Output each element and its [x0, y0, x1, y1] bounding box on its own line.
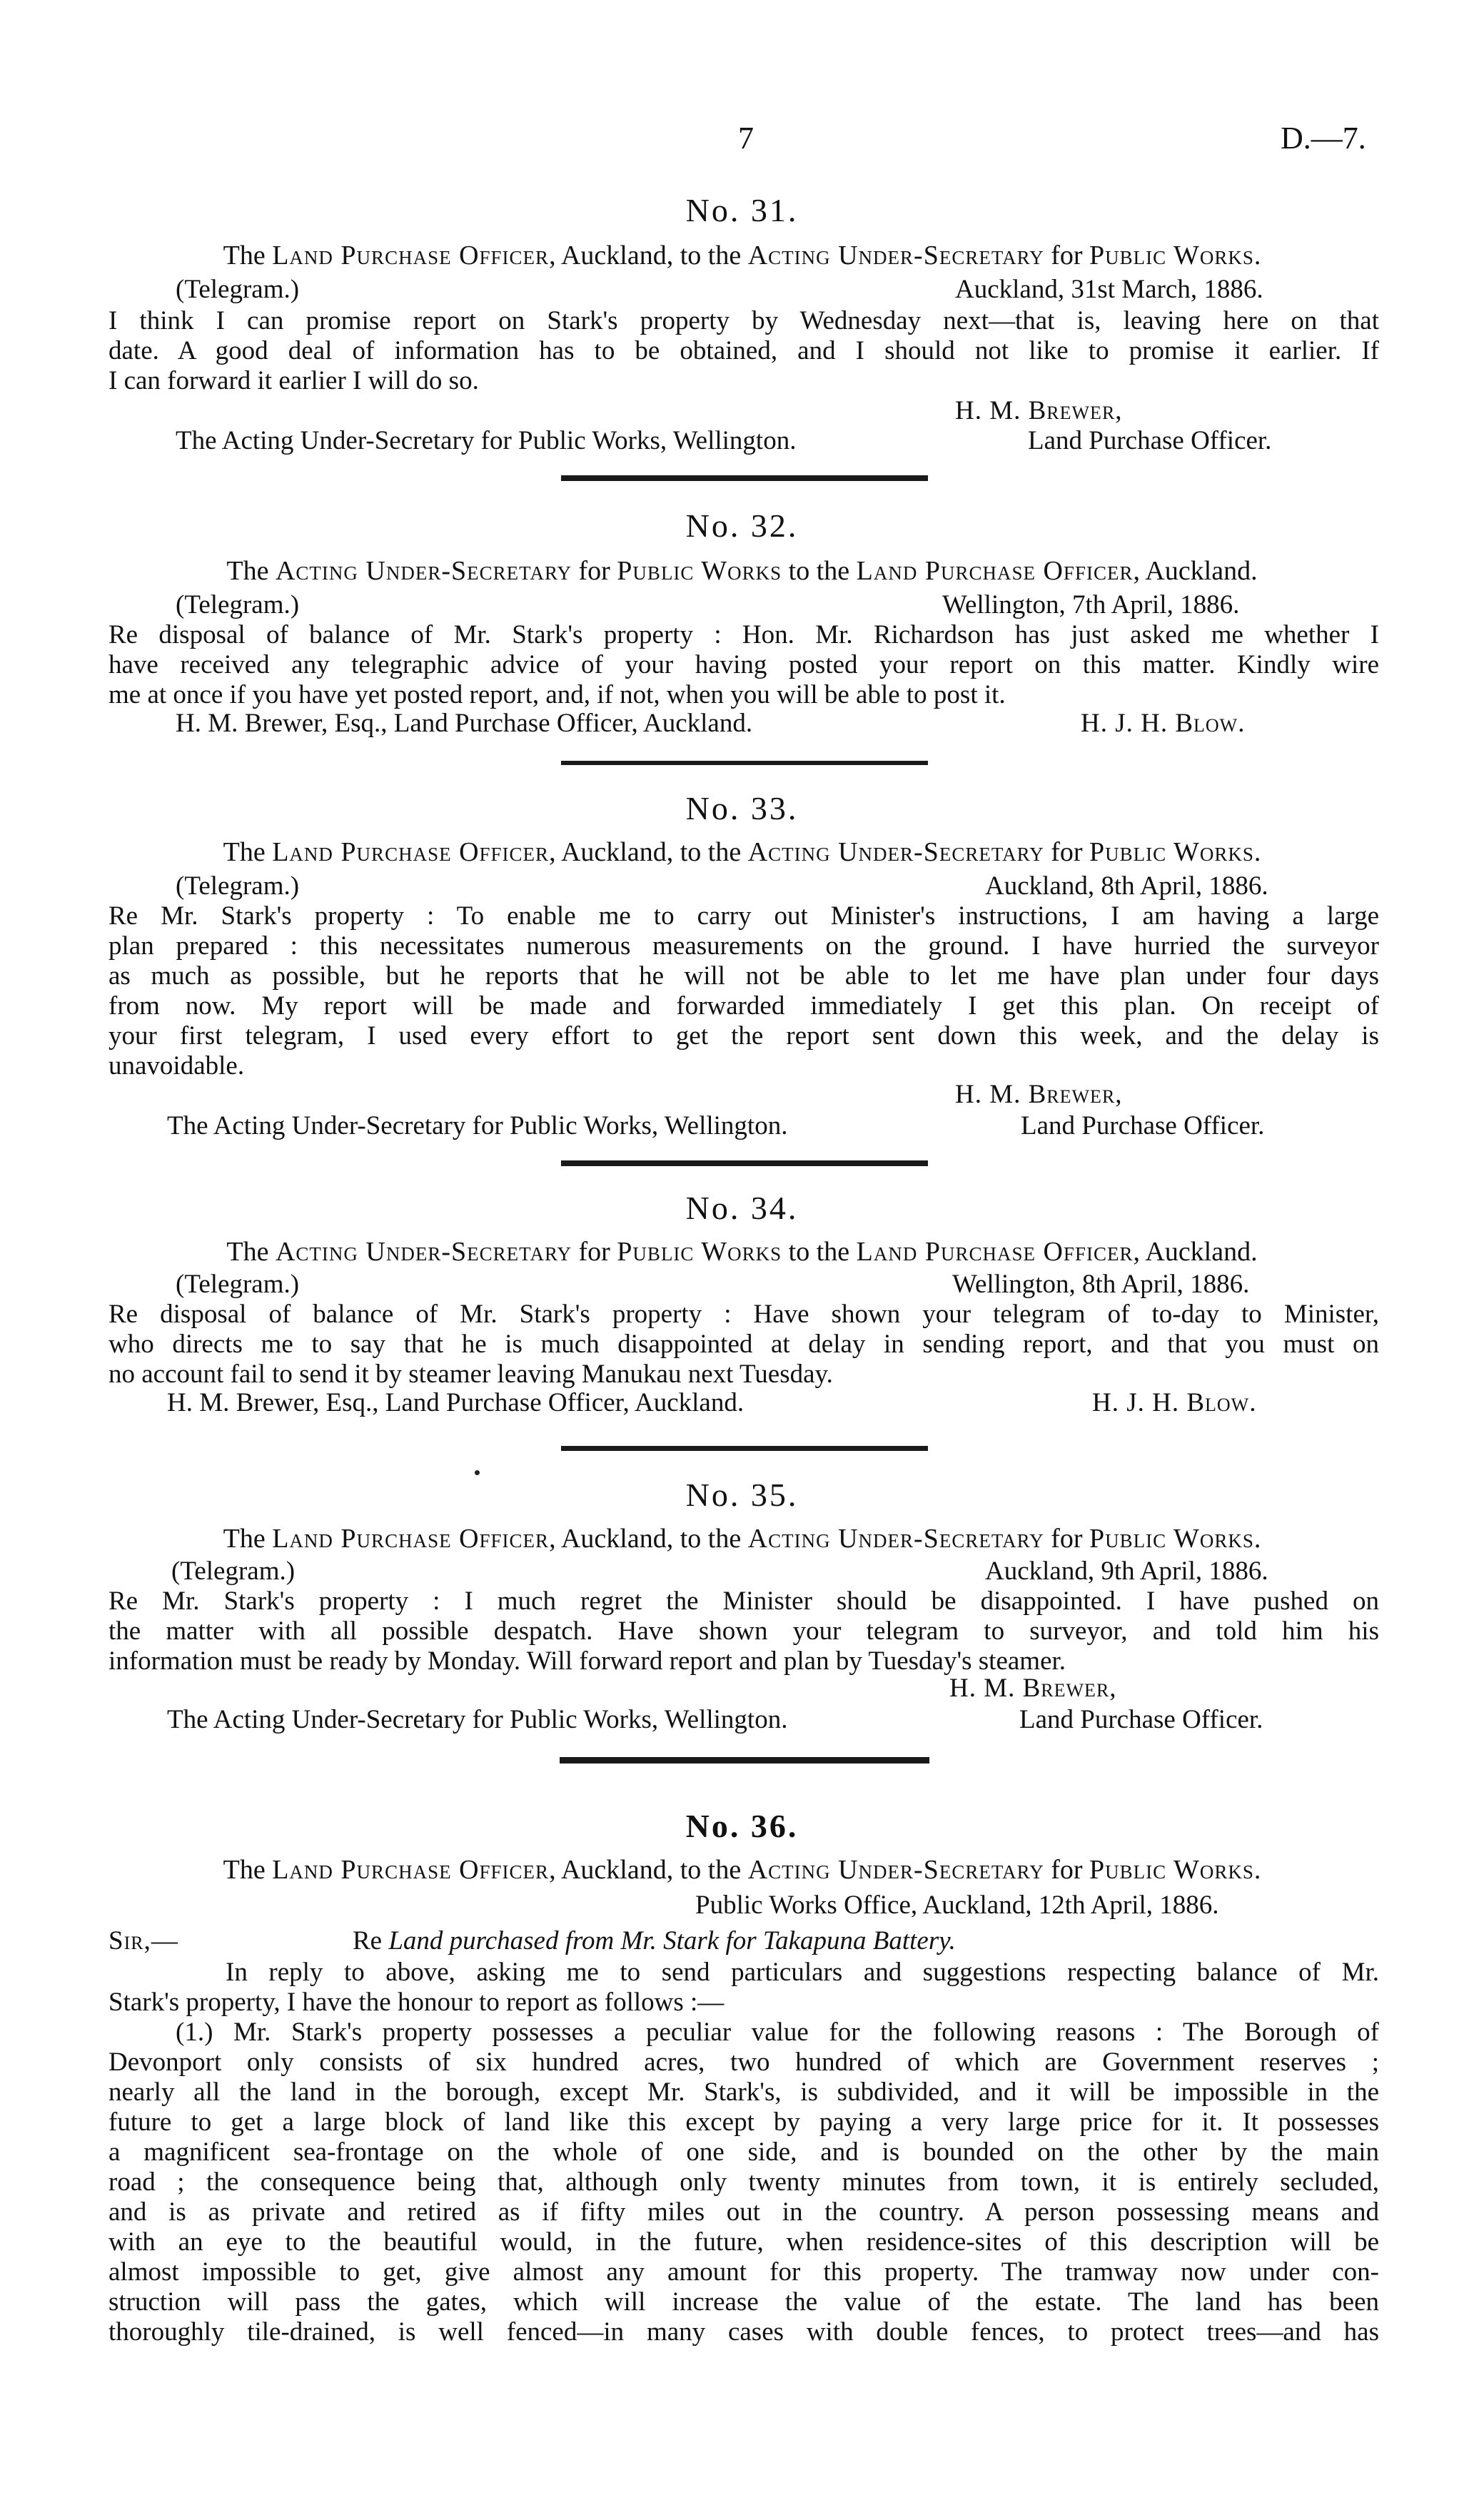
letter-number: No. 34. [685, 1190, 799, 1226]
section-divider [561, 1446, 928, 1451]
body-line: and is as private and retired as if fifty miles out in the country. A person possessing means and [108, 2197, 1379, 2227]
body-line: plan prepared : this necessitates numerous measurements on the ground. I have hurried the surveyor [108, 931, 1379, 961]
letter-addressee: H. M. Brewer, Esq., Land Purchase Officer, Auckland. [176, 709, 753, 738]
body-line: In reply to above, asking me to send particulars and suggestions respecting balance of Mr. [226, 1958, 1379, 1987]
body-line: struction will pass the gates, which will increase the value of the estate. The land has been [108, 2287, 1379, 2317]
body-line: date. A good deal of information has to be obtained, and I should not like to promise it earlier. If [108, 336, 1379, 365]
body-line: with an eye to the beautiful would, in the future, when residence-sites of this description will be [108, 2227, 1379, 2257]
signature-name: H. J. H. Blow. [1081, 709, 1246, 738]
body-line: a magnificent sea-frontage on the whole of one side, and is bounded on the other by the main [108, 2137, 1379, 2167]
letter-kind: (Telegram.) [171, 1557, 296, 1586]
signature-title: Land Purchase Officer. [1028, 426, 1272, 455]
letter-place-date: Public Works Office, Auckland, 12th April, 1886. [695, 1891, 1219, 1920]
letter-addressee: The Acting Under-Secretary for Public Works, Wellington. [167, 1111, 788, 1140]
letter-address-line: The Land Purchase Officer, Auckland, to the Acting Under-Secretary for Public Works. [223, 1524, 1261, 1554]
letter-addressee: The Acting Under-Secretary for Public Works, Wellington. [176, 426, 797, 455]
letter-address-line: The Land Purchase Officer, Auckland, to the Acting Under-Secretary for Public Works. [223, 241, 1261, 270]
body-line: Stark's property, I have the honour to report as follows :— [108, 1988, 725, 2017]
letter-place-date: Auckland, 9th April, 1886. [985, 1557, 1268, 1586]
body-line: your first telegram, I used every effort to get the report sent down this week, and the delay is [108, 1021, 1379, 1051]
body-line: from now. My report will be made and forwarded immediately I get this plan. On receipt of [108, 991, 1379, 1021]
body-line: Re Mr. Stark's property : I much regret the Minister should be disappointed. I have pushed on [108, 1587, 1379, 1616]
body-line: Devonport only consists of six hundred acres, two hundred of which are Government reserves ; [108, 2048, 1379, 2077]
letter-address-line: The Land Purchase Officer, Auckland, to the Acting Under-Secretary for Public Works. [223, 837, 1261, 867]
letter-addressee: The Acting Under-Secretary for Public Works, Wellington. [167, 1705, 788, 1734]
body-line: as much as possible, but he reports that he will not be able to let me have plan under four days [108, 961, 1379, 991]
section-divider [561, 475, 928, 481]
body-line: who directs me to say that he is much disappointed at delay in sending report, and that you must on [108, 1330, 1379, 1359]
body-line: almost impossible to get, give almost any amount for this property. The tramway now under con- [108, 2257, 1379, 2287]
body-line: the matter with all possible despatch. Have shown your telegram to surveyor, and told him his [108, 1616, 1379, 1646]
salutation: Sir,— [108, 1926, 178, 1955]
body-line: I can forward it earlier I will do so. [108, 366, 479, 395]
letter-place-date: Auckland, 31st March, 1886. [955, 275, 1263, 304]
body-line: Re Mr. Stark's property : To enable me to carry out Minister's instructions, I am having a large [108, 901, 1379, 931]
print-speck [475, 1470, 480, 1475]
letter-number: No. 35. [685, 1477, 799, 1513]
section-divider [561, 761, 928, 765]
page-number: 7 [738, 121, 754, 156]
body-line: no account fail to send it by steamer leaving Manukau next Tuesday. [108, 1360, 833, 1389]
letter-number: No. 32. [685, 507, 799, 544]
letter-address-line: The Acting Under-Secretary for Public Works to the Land Purchase Officer, Auckland. [226, 1237, 1258, 1267]
letter-place-date: Wellington, 8th April, 1886. [952, 1270, 1250, 1299]
body-line: information must be ready by Monday. Will forward report and plan by Tuesday's steamer. [108, 1646, 1066, 1676]
body-line: have received any telegraphic advice of your having posted your report on this matter. Kindly wire [108, 650, 1379, 679]
body-line: unavoidable. [108, 1051, 245, 1081]
letter-address-line: The Acting Under-Secretary for Public Works to the Land Purchase Officer, Auckland. [226, 556, 1258, 586]
body-line: future to get a large block of land like this except by paying a very large price for it. It possesses [108, 2107, 1379, 2137]
letter-kind: (Telegram.) [176, 1270, 300, 1299]
body-line: (1.) Mr. Stark's property possesses a peculiar value for the following reasons : The Borough of [176, 2018, 1379, 2047]
section-divider [560, 1757, 929, 1764]
letter-place-date: Wellington, 7th April, 1886. [942, 590, 1240, 619]
letter-number: No. 31. [685, 192, 799, 228]
body-line: road ; the consequence being that, although only twenty minutes from town, it is entirely secluded, [108, 2167, 1379, 2197]
letter-place-date: Auckland, 8th April, 1886. [985, 871, 1268, 901]
signature-title: Land Purchase Officer. [1021, 1111, 1265, 1140]
body-line: me at once if you have yet posted report, and, if not, when you will be able to post it. [108, 680, 1006, 709]
body-line: I think I can promise report on Stark's property by Wednesday next—that is, leaving here on that [108, 306, 1379, 335]
body-line: thoroughly tile-drained, is well fenced—in many cases with double fences, to protect trees—and has [108, 2317, 1379, 2347]
letter-kind: (Telegram.) [176, 275, 300, 304]
subject-line: Re Land purchased from Mr. Stark for Takapuna Battery. [353, 1926, 956, 1955]
letter-kind: (Telegram.) [176, 871, 300, 901]
letter-number: No. 36. [685, 1808, 799, 1844]
letter-kind: (Telegram.) [176, 590, 300, 619]
letter-address-line: The Land Purchase Officer, Auckland, to the Acting Under-Secretary for Public Works. [223, 1855, 1261, 1885]
signature-name: H. J. H. Blow. [1092, 1388, 1257, 1417]
body-line: Re disposal of balance of Mr. Stark's property : Have shown your telegram of to-day to Minister, [108, 1300, 1379, 1329]
signature-name: H. M. Brewer, [955, 396, 1123, 425]
letter-number: No. 33. [685, 790, 799, 826]
signature-title: Land Purchase Officer. [1019, 1705, 1263, 1734]
signature-name: H. M. Brewer, [955, 1080, 1123, 1109]
letter-addressee: H. M. Brewer, Esq., Land Purchase Officer, Auckland. [167, 1388, 744, 1417]
body-line: nearly all the land in the borough, except Mr. Stark's, is subdivided, and it will be impossible in the [108, 2078, 1379, 2107]
section-divider [561, 1160, 928, 1166]
page-reference: D.—7. [1281, 121, 1366, 156]
body-line: Re disposal of balance of Mr. Stark's property : Hon. Mr. Richardson has just asked me whether I [108, 620, 1379, 649]
signature-name: H. M. Brewer, [949, 1674, 1117, 1703]
